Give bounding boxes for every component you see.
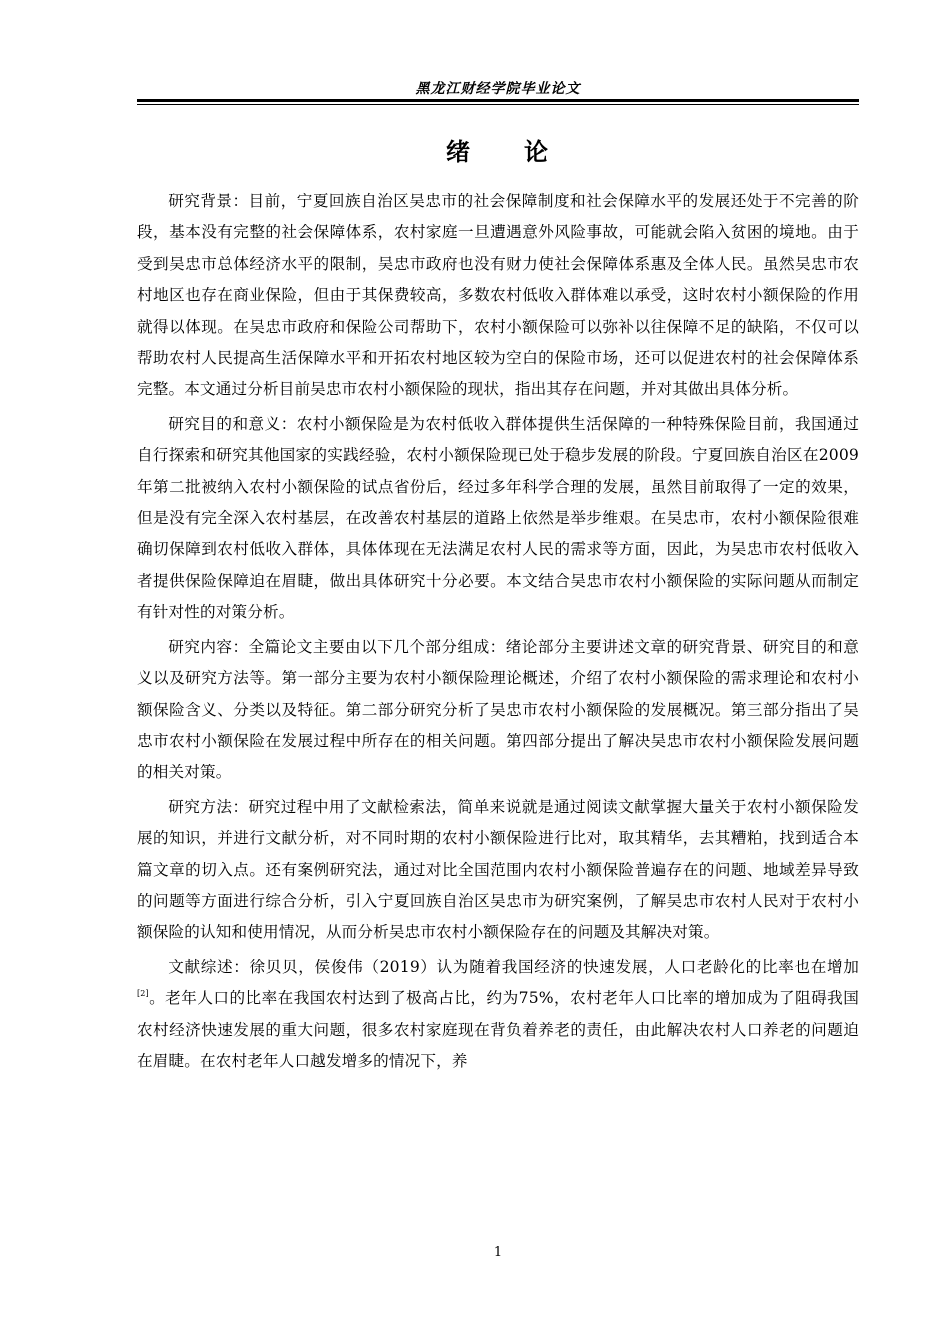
paragraph-research-purpose: 研究目的和意义：农村小额保险是为农村低收入群体提供生活保障的一种特殊保险目前，我国通过自行探索和研究其他国家的实践经验，农村小额保险现已处于稳步发展的阶段。宁夏回族自治区在2009年第二批被纳入农村小额保险的试点省份后，经过多年科学合理的发展，虽然目前取得了一定的效果，但是没有完全深入农村基层，在改善农村基层的道路上依然是举步维艰。在吴忠市，农村小额保险很难确切保障到农村低收入群体，具体体现在无法满足农村人民的需求等方面，因此，为吴忠市农村低收入者提供保险保障迫在眉睫，做出具体研究十分必要。本文结合吴忠市农村小额保险的实际问题从而制定有针对性的对策分析。 <box>137 414 859 622</box>
paragraph-research-background: 研究背景：目前，宁夏回族自治区吴忠市的社会保障制度和社会保障水平的发展还处于不完善的阶段，基本没有完整的社会保障体系，农村家庭一旦遭遇意外风险事故，可能就会陷入贫困的境地。由于受到吴忠市总体经济水平的限制，吴忠市政府也没有财力使社会保障体系惠及全体人民。虽然吴忠市农村地区也存在商业保险，但由于其保费较高，多数农村低收入群体难以承受，这时农村小额保险的作用就得以体现。在吴忠市政府和保险公司帮助下，农村小额保险可以弥补以往保障不足的缺陷，不仅可以帮助农村人民提高生活保障水平和开拓农村地区较为空白的保险市场，还可以促进农村的社会保障体系完整。本文通过分析目前吴忠市农村小额保险的现状，指出其存在问题，并对其做出具体分析。 <box>137 192 859 399</box>
paragraph-research-method: 研究方法：研究过程中用了文献检索法，简单来说就是通过阅读文献掌握大量关于农村小额保险发展的知识，并进行文献分析，对不同时期的农村小额保险进行比对，取其精华，去其糟粕，找到适合本篇文章的切入点。还有案例研究法，通过对比全国范围内农村小额保险普遍存在的问题、地域差异导致的问题等方面进行综合分析，引入宁夏回族自治区吴忠市为研究案例，了解吴忠市农村人民对于农村小额保险的认知和使用情况，从而分析吴忠市农村小额保险存在的问题及其解决对策。 <box>137 797 859 942</box>
running-header: 黑龙江财经学院毕业论文 <box>415 81 581 97</box>
literature-review-text-end: 。老年人口的比率在我国农村达到了极高占比，约为75%，农村老年人口比率的增加成为了阻碍我国农村经济快速发展的重大问题，很多农村家庭现在背负着养老的责任，由此解决农村人口养老的问题迫在眉睫。在农村老年人口越发增多的情况下，养 <box>137 989 859 1070</box>
paragraph-literature-review <box>137 952 859 1078</box>
literature-review-text-start: 文献综述：徐贝贝，侯俊伟（2019）认为随着我国经济的快速发展，人口老龄化的比率也在增加 <box>168 957 859 976</box>
chapter-title: 绪 论 <box>446 138 550 166</box>
body-text <box>137 186 859 1080</box>
header-rule-thin <box>137 104 859 105</box>
header-rule-thick <box>137 99 859 102</box>
paragraph-research-content: 研究内容：全篇论文主要由以下几个部分组成：绪论部分主要讲述文章的研究背景、研究目的和意义以及研究方法等。第一部分主要为农村小额保险理论概述，介绍了农村小额保险的需求理论和农村小额保险含义、分类以及特征。第二部分研究分析了吴忠市农村小额保险的发展概况。第三部分指出了吴忠市农村小额保险在发展过程中所存在的相关问题。第四部分提出了解决吴忠市农村小额保险发展问题的相关对策。 <box>137 637 859 782</box>
page-number: 1 <box>493 1245 503 1260</box>
citation-marker: [2] <box>137 989 149 999</box>
